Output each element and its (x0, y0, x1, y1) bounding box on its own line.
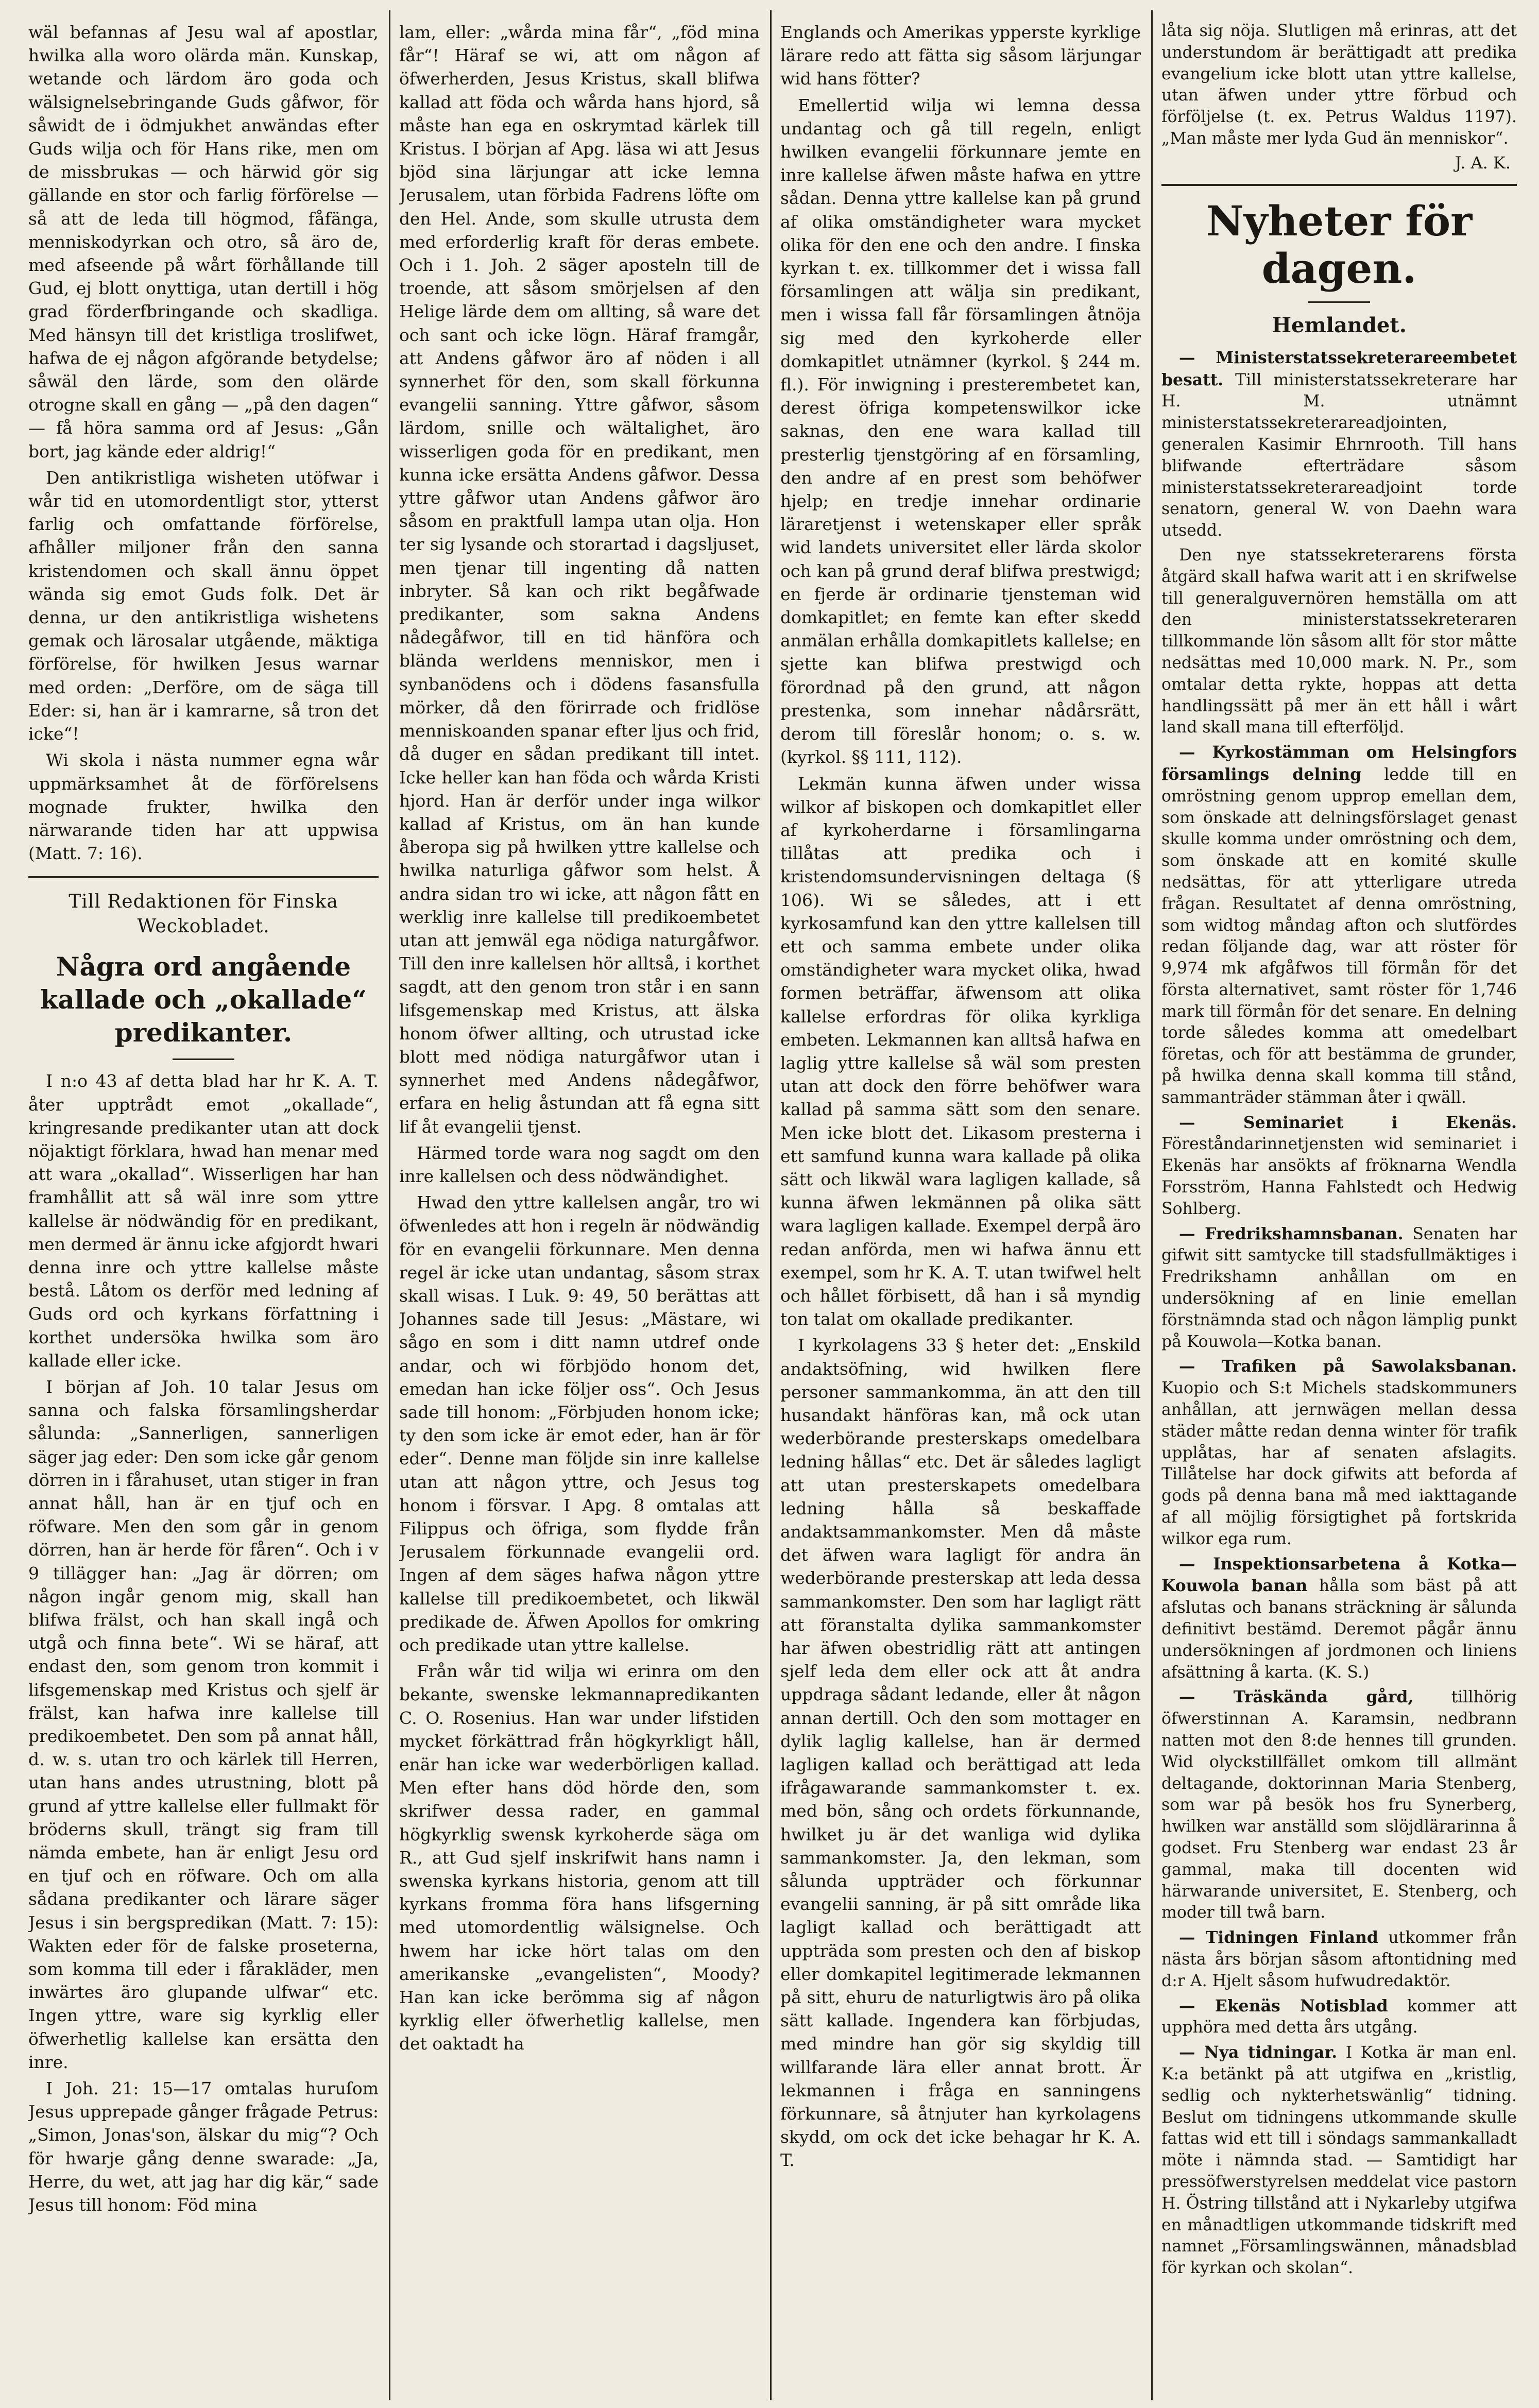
column-3 (780, 21, 1141, 2390)
column-2 (399, 21, 760, 2390)
column-rule (770, 10, 772, 2400)
article-title: Några ord angående kallade och „okallade“ predikanter. (40, 951, 367, 1048)
news-item (1161, 2042, 1517, 2279)
news-item (1161, 545, 1517, 739)
divider (28, 876, 379, 878)
news-list (1161, 347, 1517, 2279)
paragraph: Englands och Amerikas ypperste kyrklige lärare redo att fätta sig såsom lärjungar wid hans fötter? (780, 22, 1141, 89)
news-item-text: utkommer från nästa års början såsom aftontidning med d:r A. Hjelt såsom hufwudredaktör. (1161, 1928, 1517, 1990)
news-item-text: Den nye statssekreterarens första åtgärd skall hafwa warit att i en skrifwelse till generalguvernören hemställa om att den ministerstatssekreteraren tillkommande lön såsom allt för stor måtte nedsättas med 10,000 mark. N. Pr., som omtalar detta rykte, hoppas att detta handlingssätt på mer än ett håll i wårt land skall mana till efterföljd. (1161, 545, 1517, 737)
news-item-headline: — Ministerstatssekreterareembetet besatt. (1161, 348, 1517, 389)
news-item-headline: — Träskända gård, (1179, 1687, 1414, 1707)
news-item (1161, 1927, 1517, 1992)
news-item (1161, 1223, 1517, 1353)
paragraph: Lekmän kunna äfwen under wissa wilkor af biskopen och domkapitlet eller af kyrkoherdarne i församlingarna tillåtas att predika och i kristendomsundervisningen deltaga (§ 106). Wi se således, att i ett kyrkosamfund kan den yttre kallelsen till ett och samma embete under olika omständigheter wara mycket olika, hwad formen beträffar, äfwensom att olika kallelse erfordras för olika kyrkliga embeten. Lekmannen kan alltså hafwa en laglig yttre kallelse så wäl som presten utan att dock den förre behöfwer wara kallad på samma sätt som den senare. Men icke blott det. Likasom presterna i ett samfund kunna wara kallade på olika sätt och likwäl wara lagligen kallade, så kunna äfwen lekmännen på olika sätt wara lagligen kallade. Exempel derpå äro redan anförda, men wi hafwa ännu ett exempel, som hr K. A. T. utan twifwel helt och hållet förbisett, då han i så myndig ton talat om okallade predikanter. (780, 773, 1141, 1329)
news-item-headline: — Trafiken på Sawolaksbanan. (1179, 1357, 1517, 1376)
paragraph: I kyrkolagens 33 § heter det: „Enskild andaktsöfning, wid hwilken flere personer sammankomma, än att den till husandakt hänföras kan, må ock utan wederbörande presterskaps omedelbara ledning hållas“ etc. Det är således lagligt att utan presterskapets omedelbara ledning hålla så beskaffade andaktsammankomster. Men då måste det äfwen wara lagligt för andra än wederbörande presterskap att leda dessa sammankomster. Den som har lagligt rätt att föranstalta dylika sammankomster har äfwen obestridlig rätt att antingen sjelf leda dem eller ock att åt andra uppdraga sådant ledande, eller åt någon annan dertill. Och den som mottager en dylik laglig kallelse, han är dermed lagligen kallad och berättigad att leda ifrågawarande sammankomster t. ex. med bön, sång och ordets förkunnande, hwilket ju är det wanliga wid dylika sammankomster. Ja, den lekman, som sålunda uppträder och förkunnar evangelii sanning, är på sitt område lika lagligt kallad och berättigadt att uppträda som presten och den af biskop eller domkapitel legitimerade lekmannen på sitt, ehuru de naturligtwis äro på olika sätt kallade. Ingendera kan förbjudas, med mindre han gör sig skyldig till willfarande lära eller annat brott. Är lekmannen i fråga en sanningens förkunnare, så åtnjuter han kyrkolagens skydd, om ock det icke behagar hr K. A. T. (780, 1335, 1141, 2171)
news-item-text: ledde till en omröstning genom upprop emellan dem, som önskade att delningsförslaget genast skulle komma under omröstning och dem, som önskade att en komité skulle nedsättas, för att ytterligare utreda frågan. Resultatet af denna omröstning, som widtog måndag afton och slutfördes redan följande dag, war att röster för 9,974 mk afgåfwos till förmån för det första alternativet, samt röster för 1,746 mark till förmån för det senare. En delning torde således komma att omedelbart företas, och för att bestämma de grunder, på hwilka denna skall komma till stånd, sammanträder stämman åter i qwäll. (1161, 765, 1517, 1107)
paragraph: lam, eller: „wårda mina får“, „föd mina får“! Häraf se wi, att om någon af öfwerherden, Jesus Kristus, skall blifwa kallad att föda och wårda hans hjord, så måste han ega en oskrymtad kärlek till Kristus. I början af Apg. läsa wi att Jesus bjöd sina lärjungar att icke lemna Jerusalem, utan förbida Fadrens löfte om den Hel. Ande, som skulle utrusta dem med erforderlig kraft för deras embete. Och i 1. Joh. 2 säger aposteln till de troende, att såsom smörjelsen af den Helige lärde dem om allting, så ware det och sant och icke lögn. Häraf framgår, att Andens gåfwor äro af nöden i all synnerhet för den, som skall förkunna evangelii sanning. Yttre gåfwor, såsom lärdom, snille och wältalighet, äro wisserligen goda för en predikant, men kunna icke ersätta Andens gåfwor. Dessa yttre gåfwor utan Andens gåfwor äro såsom en praktfull lampa utan olja. Hon ter sig lysande och storartad i dagsljuset, men tjenar till ingenting då natten inbryter. Så kan och rikt begåfwade predikanter, som sakna Andens nådegåfwor, till en tid hänföra och bländа werldens menniskor, men i synbanödens och i dödens fasansfulla mörker, då den förirrade och fridlöse menniskoanden spanar efter ljus och frid, då duger en sådan predikant till intet. Icke heller kan han föda och wårda Kristi hjord. Han är derför under inga wilkor kallad af Kristus, om än han kunde åberopa sig på hwilken yttre kallelse och hwilka naturliga gåfwor som helst. Å andra sidan tro wi icke, att någon fått en werklig inre kallelse till predikoembetet utan att jemwäl ega nödiga naturgåfwor. Till den inre kallelsen hör alltså, i korthet sagdt, att den genom tron står i en sann lifsgemenskap med Kristus, att älska honom öfwer allting, och utrustad icke blott med nödiga naturgåfwor utan i synnerhet med Andens nådegåfwor, erfara en helig åstundan att få egna sitt lif åt evangelii tjenst. (399, 22, 760, 1137)
news-item (1161, 742, 1517, 1109)
news-heading: Nyheter för dagen. (1206, 196, 1473, 293)
news-item-headline: — Kyrkostämman om Helsingfors församlings delning (1161, 743, 1517, 784)
paragraph: Emellertid wilja wi lemna dessa undantag och gå till regeln, enligt hwilken evangelii förkunnare jemte en inre kallelse äfwen måste hafwa en yttre sådan. Denna yttre kallelse kan på grund af olika omständigheter wara mycket olika för den ene och den andre. I finska kyrkan t. ex. tillkommer det i wissa fall församlingen att wälja sin predikant, men i wissa fall får församlingen åtnöja sig med den kyrkoherde eller domkapitlet utnämner (kyrkol. § 244 m. fl.). För inwigning i presterembetet kan, derest öfriga kompetenswilkor icke saknas, den ene wara kallad till presterlig tjenstgöring af en församling, den andre af en prest som behöfwer hjelp; en tredje innehar ordinarie lärаretjenst i wetenskaper eller språk wid landets universitet eller lärda skolor och kan på grund deraf blifwa prestwigd; en fjerde är ordinarie tjensteman wid domkapitlet; en femte kan efter skedd anmälan erhålla domkapitlets kallelse; en sjette kan blifwa prestwigd och förordnad på den grund, att någon prestenka, som innehar nådårsrätt, derom till föreslår honom; o. s. w. (kyrkol. §§ 111, 112). (780, 95, 1141, 767)
news-item (1161, 1553, 1517, 1684)
news-item (1161, 1686, 1517, 1924)
paragraph: Hwad den yttre kallelsen angår, tro wi öfwenledes att hon i regeln är nödwändig för en evangelii förkunnare. Men denna regel är icke utan undantag, såsom strax skall wisas. I Luk. 9: 49, 50 berättas att Johannes sade till Jesus: „Mästare, wi sågo en som i ditt namn utdref onde andar, och wi förbjödo honom det, emedan han icke följer oss“. Och Jesus sade till honom: „Förbjuden honom icke; ty den som icke är emot eder, han är för eder“. Denne man följde sin inre kallelse utan att någon yttre, och Jesus tog honom i försvar. I Apg. 8 omtalas att Filippus och öfriga, som flydde från Jerusalem förkunnade evangelii ord. Ingen af dem säges hafwa någon yttre kallelse till predikoembetet, och likwäl predikade de. Äfwen Apollos for omkring och predikade utan yttre kallelse. (399, 1192, 760, 1655)
news-item (1161, 1995, 1517, 2039)
column-1 (28, 21, 379, 2390)
paragraph: wäl befannas af Jesu wal af apostlar, hwilka alla woro olärda män. Kunskap, wetande och lärdom äro goda och wälsignelsebringande Guds gåfwor, för såwidt de i ödmjukhet anwändas efter Guds wilja och för Hans rike, men om de missbrukas — och härwid gör sig gällande en stor och farlig förförelse — så att de leda till högmod, fåfänga, menniskodyrkan och otro, så äro de, med afseende på wårt förhållande till Gud, ej blott onyttiga, utan dertill i hög grad förderfbringande och skadliga. Med hänsyn till det kristliga troslifwet, hafwa de ej någon afgörande betydelse; såwäl den lärde, som den olärde otrogne skall en gång — „på den dagen“ — få höra samma ord af Jesus: „Gån bort, jag kände eder aldrig!“ (28, 22, 379, 462)
news-item-headline: — Fredrikshamnsbanan. (1179, 1224, 1404, 1243)
divider (173, 1058, 234, 1060)
news-item-headline: — Seminariet i Ekenäs. (1179, 1113, 1517, 1132)
news-item-text: Senaten har gifwit sitt samtycke till stadsfullmäktiges i Fredrikshamn anhållan om en undersökning af en linie emellan förstnämnda stad och någon lämplig punkt på Kouwola—Kotka banan. (1161, 1224, 1517, 1351)
news-item-text: I Kotka är man enl. K:a betänkt på att utgifwa en „kristlig, sedlig och nykterhetswänlig“ tidning. Beslut om tidningens utkommande skulle fattas wid ett till i söndags sammankalladt möte i nämnda stad. — Samtidigt har pressöfwerstyrelsen meddelat vice pastorn H. Östring tillstånd att i Nykarleby utgifwa en månadtligen utkommande tidskrift med namnet „Församlingswännen, månadsblad för kyrkan och skolan“. (1161, 2043, 1517, 2278)
section-heading: Hemlandet. (1272, 313, 1407, 337)
divider (1308, 301, 1370, 303)
news-item (1161, 1356, 1517, 1550)
news-item-text: kommer att upphöra med detta års utgång. (1161, 1996, 1517, 2037)
column-4 (1161, 21, 1517, 2390)
editor-heading: Till Redaktionen för Finska Weckobladet. (69, 891, 338, 937)
column-rule (389, 10, 390, 2400)
news-item-text: tillhörig öfwerstinnan A. Karamsin, nedbrann natten mot den 8:de hennes till grunden. Wid olyckstillfället omkom till allmänt deltagande, doktorinnan Maria Stenberg, som war på besök hos fru Synerberg, hwilken war anställd som slöjdlärarinna å godset. Fru Stenberg war endast 23 år gammal, maka till docenten wid härwarande universitet, E. Stenberg, och moder till twå barn. (1161, 1688, 1517, 1922)
paragraph: Härmed torde wara nog sagdt om den inre kallelsen och dess nödwändighet. (399, 1142, 760, 1186)
paragraph: I Joh. 21: 15—17 omtalas huruſom Jesus upprepade gånger frågade Petrus: „Simon, Jonas'son, älskar du mig“? Och för hwarje gång denne swarade: „Ja, Herre, du wet, att jag har dig kär,“ sade Jesus till honom: Föd mina (28, 2078, 379, 2215)
paragraph: låta sig nöja. Slutligen må erinras, att det understundom är berättigadt att predika evangelium icke blott utan yttre kallelse, utan äfwen under yttre förbud och förföljelse (t. ex. Petrus Waldus 1197). „Man måste mer lyda Gud än menniskor“. (1161, 22, 1517, 148)
news-item (1161, 1112, 1517, 1220)
signature: J. A. K. (1455, 152, 1511, 173)
paragraph: I n:o 43 af detta blad har hr K. A. T. åter upptrådt emot „okallade“, kringresande predikanter utan att dock nöjaktigt förklara, hwad han menar med att wara „okallad“. Wisserligen har han framhållit att så wäl inre som yttre kallelse är nödwändig för en predikant, men dermed är ännu icke afgjordt hwari denna inre och yttre kallelse måste bestå. Låtom os derför med ledning af Guds ord och kyrkans författning i korthet undersöka hwilka som äro kallade eller icke. (28, 1071, 379, 1371)
paragraph: Wi skola i nästa nummer egna wår uppmärksamhet åt de förförelsens mognade frukter, hwilka den närwarande tiden har att uppwisa (Matt. 7: 16). (28, 750, 379, 864)
news-item-headline: — Ekenäs Notisblad (1179, 1996, 1388, 2016)
news-item-text: Kuopio och S:t Michels stadskommuners anhållan, att jernwägen mellan dessa städer måtte redan denna winter för trafik upplåtas, har af senaten afslagits. Tillåtelse har dock gifwits att beforda af gods på denna bana må med iakttagande af all möjlig försigtighet på fortskrida wilkor ega rum. (1161, 1379, 1517, 1548)
paragraph: Den antikristliga wisheten utöfwar i wår tid en utomordentligt stor, ytterst farlig och omfattande förförelse, afhåller miljoner från den sanna kristendomen och skall ännu öppet wända sig emot Guds folk. Det är denna, ur den antikristliga wishetens gemak och lärosalar utgående, mäktiga förförelse, för hwilken Jesus warnar med orden: „Derföre, om de säga till Eder: si, han är i kamrarne, så tron det icke“! (28, 467, 379, 744)
news-item-text: Föreståndarinnetjensten wid seminariet i Ekenäs har ansökts af fröknarna Wendla Forsström, Hanna Fahlstedt och Hedwig Sohlberg. (1161, 1135, 1517, 1218)
paragraph: Från wår tid wilja wi erinra om den bekante, swenske lekmannapredikanten C. O. Rosenius. Han war under lifstiden mycket förkättrad från högkyrkligt håll, enär han icke war wederbörligen kallad. Men efter hans död hörde den, som skrifwer dessa rader, en gammal högkyrklig swensk kyrkoherde säga om R., att Gud sjelf inskrifwit hans namn i swenska kyrkans historia, genom att till kyrkans fromma föra hans lifsgerning med utomordentlig wälsignelse. Och hwem har icke hört talas om den amerikanske „evangelisten“, Moody? Han kan icke berömma sig af någon kyrklig eller öfwerhetlig kallelse, men det oaktadt ha (399, 1661, 760, 2054)
paragraph: I början af Joh. 10 talar Jesus om sanna och falska församlingsherdar sålunda: „Sannerligen, sannerligen säger jag eder: Den som icke går genom dörren in i fårahuset, utan stiger in fran annat håll, han är en tjuf och en röfware. Men den som går in genom dörren, han är herde för fåren“. Och i v 9 tillägger han: „Jag är dörren; om någon ingår genom mig, skall han blifwa frälst, och han skall ingå och utgå och finna bete“. Wi se häraf, att endast den, som genom tron kommit i lifsgemenskap med Kristus och sjelf är frälst, kan hafwa inre kallelse till predikoembetet. Den som på annat håll, d. w. s. utan tro och kärlek till Herren, utan hans andes utrustning, blott på grund af yttre kallelse eller fullmakt för bröderns skull, trängt sig fram till nämda embete, han är enligt Jesu ord en tjuf och en röfware. Och om alla sådana predikanter och lärare säger Jesus i sin bergspredikan (Matt. 7: 15): Wakten eder för de falske proseterna, som komma till eder i fårakläder, men inwärtes äro glupande ulfwar“ etc. Ingen yttre, ware sig kyrklig eller öfwerhetlig kallelse kan ersätta den inre. (28, 1376, 379, 2072)
news-item-text: hålla som bäst på att afslutas och banans sträckning är sålunda definitivt bestämd. Deremot pågår ännu undersökningen af jordmonen och liniens afsättning å karta. (K. S.) (1161, 1577, 1517, 1682)
column-rule (1151, 10, 1153, 2400)
news-item (1161, 347, 1517, 542)
news-item-headline: — Inspektionsarbetena å Kotka—Kouwola banan (1161, 1554, 1517, 1596)
news-item-headline: — Tidningen Finland (1179, 1928, 1378, 1948)
news-item-headline: — Nya tidningar. (1179, 2043, 1338, 2062)
divider (1161, 184, 1517, 186)
news-item-text: Till ministerstatssekreterare har H. M. utnämnt ministerstatssekreterareadjointen, generalen Kasimir Ehrnrooth. Till hans blifwande efterträdare såsom ministerstatssekreterareadjoint torde senatorn, general W. von Daehn wara utsedd. (1161, 370, 1517, 540)
